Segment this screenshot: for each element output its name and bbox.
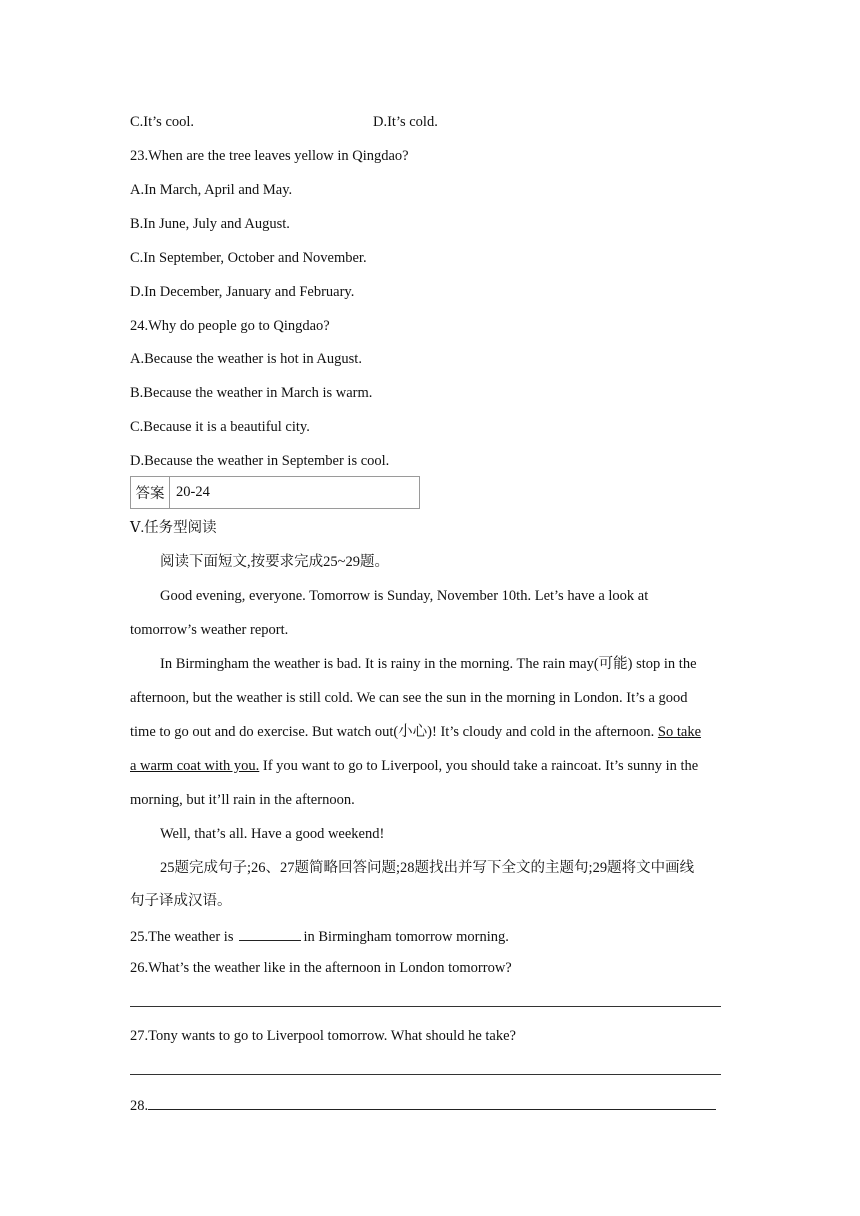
passage-line: Good evening, everyone. Tomorrow is Sunday, November 10th. Let’s have a look at [160,588,649,604]
passage-line: afternoon, but the weather is still cold. We can see the sun in the morning in London. It’s a good [130,690,688,706]
underlined-sentence: a warm coat with you. [130,758,260,774]
q26-answer-line[interactable] [130,1006,721,1007]
answer-label: 答案 [131,477,170,508]
answer-box [130,476,420,509]
q23-option-c: C.In September, October and November. [130,250,367,266]
q28-row [130,1095,716,1115]
q24-option-b: B.Because the weather in March is warm. [130,385,373,401]
q25-sentence [130,926,509,946]
q27-answer-line[interactable] [130,1074,721,1075]
q28-number: 28. [130,1098,149,1114]
section-heading: Ⅴ.任务型阅读 [130,520,217,536]
q23-question: 23.When are the tree leaves yellow in Qingdao? [130,148,409,164]
passage-line: morning, but it’ll rain in the afternoon. [130,792,355,808]
q25-text-b: in Birmingham tomorrow morning. [303,929,509,945]
passage-line: Well, that’s all. Have a good weekend! [160,826,385,842]
q23-option-d: D.In December, January and February. [130,284,355,300]
passage-line: tomorrow’s weather report. [130,622,289,638]
q24-question: 24.Why do people go to Qingdao? [130,318,330,334]
q23-option-a: A.In March, April and May. [130,182,293,198]
passage-line [130,757,698,775]
q27-question: 27.Tony wants to go to Liverpool tomorrow. What should he take? [130,1028,516,1044]
q24-option-a: A.Because the weather is hot in August. [130,351,362,367]
q22-option-c: C.It’s cool. [130,114,195,130]
section-instruction: 阅读下面短文,按要求完成25~29题。 [160,554,389,570]
passage-text: time to go out and do exercise. But watch out(小心)! It’s cloudy and cold in the afternoon. [130,724,658,740]
q24-option-d: D.Because the weather in September is cool. [130,453,390,469]
q23-option-b: B.In June, July and August. [130,216,290,232]
q25-blank[interactable] [239,926,301,941]
passage-line [130,723,701,741]
q26-question: 26.What’s the weather like in the afternoon in London tomorrow? [130,960,512,976]
q22-option-row [130,113,194,131]
q28-answer-line[interactable] [148,1095,716,1110]
task-instruction: 句子译成汉语。 [130,893,232,909]
passage-line: In Birmingham the weather is bad. It is rainy in the morning. The rain may(可能) stop in the [160,656,697,672]
q24-option-c: C.Because it is a beautiful city. [130,419,310,435]
q22-option-d: D.It’s cold. [373,114,438,130]
passage-text: If you want to go to Liverpool, you should take a raincoat. It’s sunny in the [259,758,699,774]
answer-range: 20-24 [176,484,210,500]
q25-text-a: 25.The weather is [130,929,234,945]
underlined-sentence: So take [657,724,702,740]
task-instruction: 25题完成句子;26、27题简略回答问题;28题找出并写下全文的主题句;29题将文中画线 [160,860,695,876]
